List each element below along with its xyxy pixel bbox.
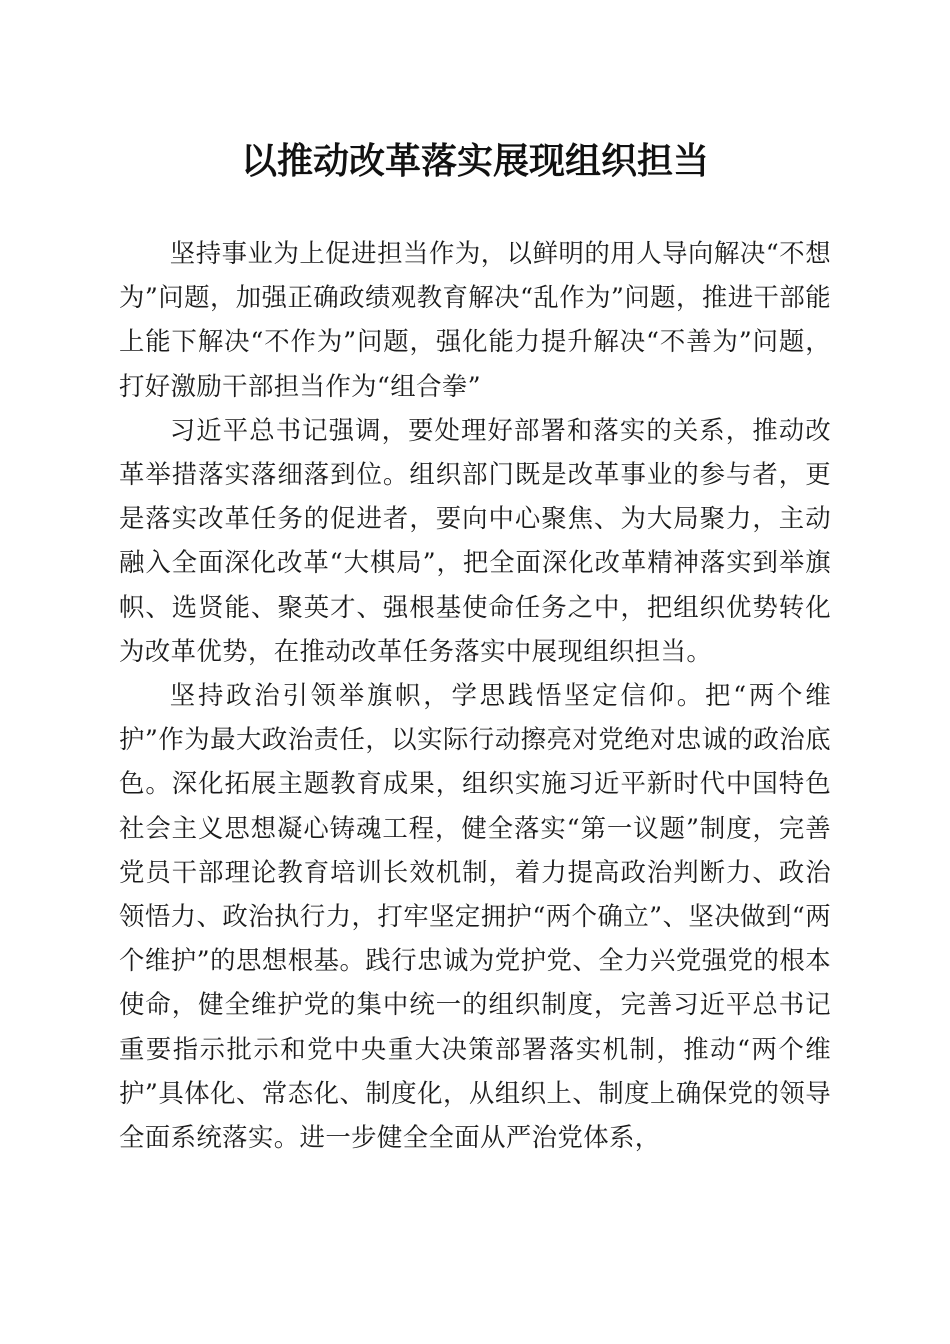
paragraph-2: 习近平总书记强调，要处理好部署和落实的关系，推动改革举措落实落细落到位。组织部门既是改革事业的参与者，更是落实改革任务的促进者，要向中心聚焦、为大局聚力，主动融入全面深化改革“大棋局”，把全面深化改革精神落实到举旗帜、选贤能、聚英才、强根基使命任务之中，把组织优势转化为改革优势，在推动改革任务落实中展现组织担当。 [119, 414, 831, 666]
document-title: 以推动改革落实展现组织担当 [240, 140, 709, 182]
paragraph-1: 坚持事业为上促进担当作为，以鲜明的用人导向解决“不想为”问题，加强正确政绩观教育解决“乱作为”问题，推进干部能上能下解决“不作为”问题，强化能力提升解决“不善为”问题，打好激励干部担当作为“组合拳” [119, 238, 831, 401]
paragraph-3: 坚持政治引领举旗帜，学思践悟坚定信仰。把“两个维护”作为最大政治责任，以实际行动擦亮对党绝对忠诚的政治底色。深化拓展主题教育成果，组织实施习近平新时代中国特色社会主义思想凝心铸魂工程，健全落实“第一议题”制度，完善党员干部理论教育培训长效机制，着力提高政治判断力、政治领悟力、政治执行力，打牢坚定拥护“两个确立”、坚决做到“两个维护”的思想根基。践行忠诚为党护党、全力兴党强党的根本使命，健全维护党的集中统一的组织制度，完善习近平总书记重要指示批示和党中央重大决策部署落实机制，推动“两个维护”具体化、常态化、制度化，从组织上、制度上确保党的领导全面系统落实。进一步健全全面从严治党体系， [119, 680, 831, 1153]
document-body [119, 231, 831, 1159]
